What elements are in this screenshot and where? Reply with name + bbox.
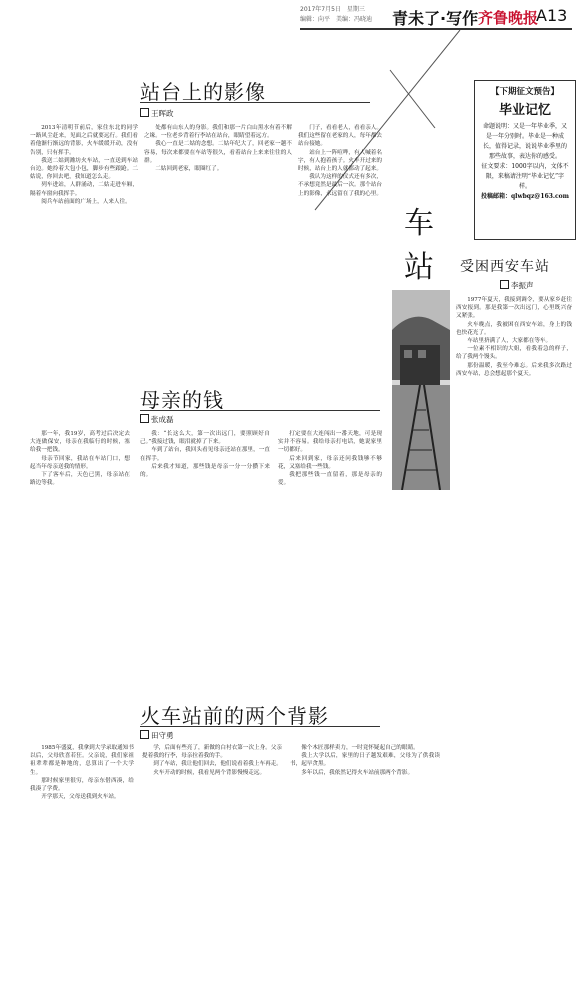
railway-illustration	[392, 290, 450, 490]
paragraph: 那份温暖，我至今难忘。后来我多次路过西安车站，总会想起那个夏天。	[456, 362, 572, 377]
paragraph: 我认为这样的仪式还有多次，不承想竟然是最后一次。那个站台上的影像，永远留在了我的心里。	[298, 174, 382, 197]
article-column	[30, 744, 134, 984]
paragraph: 我上大学以后，家里的日子越发艰难，父母为了供我读书，起早贪黑。	[290, 753, 440, 768]
paragraph: 到了车站，我让他们回去，他们说看着我上车再走。	[153, 761, 282, 768]
paragraph: 多年以后，我依然记得火车站前那两个背影。	[301, 769, 414, 776]
paragraph: 处都有山东人的身影。我们和那一片白山黑水有着不解之缘。一位老乡背着行李站在站台，眼睛望着远方。	[144, 125, 292, 140]
article-column	[30, 124, 138, 354]
paragraph: 那一年，我19岁，高考过后决定去大连做保安，母亲在我临行的时候，塞给我一把钱。	[30, 431, 130, 454]
section-title: 青未了·写作	[392, 9, 479, 28]
paragraph: 列车进站，人群涌动，二姑走进车厢，隔着车窗向我挥手。	[30, 182, 138, 197]
title-underline	[140, 726, 380, 727]
article-title: 火车站前的两个背影	[140, 704, 329, 728]
theme-char-2: 站	[404, 250, 434, 285]
paragraph: 母亲节回家，我站在车站门口，想起当年母亲送我的情形。	[30, 455, 130, 470]
paper-name: 齐鲁晚报	[478, 9, 539, 27]
paragraph: 我心一直是二姑的念想。二姑年纪大了，回老家一趟不容易，每次来都要在车站等很久，看着站台上来来往往的人群。	[144, 141, 292, 164]
paragraph: 站台上一阵喧哗，有人喊着名字，有人抱着孩子。火车开过来的时候，站台上的人就都动了起来。	[298, 149, 382, 173]
paragraph: 我把那些钱一直留着，那是母亲的爱。	[278, 472, 382, 487]
theme-char-1: 车	[404, 206, 434, 241]
paragraph: 火车开动的时候，我看见两个背影慢慢走远。	[153, 769, 266, 776]
article-column	[142, 744, 282, 984]
paragraph: 阅兵车站前面的广场上，人来人往。	[41, 198, 131, 205]
railway-photo	[392, 290, 450, 490]
notice-tag: 【下期征文预告】	[490, 87, 559, 97]
paragraph: 门子，看看老人，看看亲人。我们这些留在老家的人，每年都去站台接她。	[298, 125, 382, 148]
article-title: 站台上的影像	[140, 80, 266, 104]
paragraph: 打定要在大连闯出一番天地，可是现实并不容易。我给母亲打电话，她说家里一切都好。	[278, 431, 382, 454]
paragraph: 2013年清明节前后，家住东北的同学一路风尘赶来，见面之后就要远行。我们看着他渐行渐远的背影，火车缓缓开动，没有告别，只有挥手。	[30, 125, 138, 156]
notice-body: 命题说明：又是一年毕业季，又是一年分别时。毕业是一种成长，值得记录，说说毕业季里的那些故事，表达你的感受。	[482, 123, 567, 160]
notice-title: 毕业记忆	[498, 103, 551, 118]
paragraph: 开学那天，父母送我到火车站。	[41, 794, 120, 801]
paragraph: 我送二姑到潍坊火车站，一直送到车站台边。她拎着大包小包，脚步有些踉跄。二姑说，你回去吧，我知道怎么走。	[30, 157, 138, 181]
article-author: 田守勇	[140, 730, 174, 741]
paragraph: 后来回到家，母亲还问我钱够不够花，又塞给我一些钱。	[278, 455, 382, 470]
paragraph: 我：“长这么大，第一次出远门，要照顾好自己。”我接过钱，眼泪就掉了下来。	[140, 431, 270, 446]
paragraph: 车到了站台，我回头看见母亲还站在那里，一直在挥手。	[140, 447, 270, 462]
paragraph: 像个木匠那样卖力，一时竟怀疑起自己的眼睛。	[301, 745, 419, 751]
paragraph: 那时候家里很穷，母亲东借西凑，给我凑了学费。	[30, 777, 134, 793]
article-author: 王晖政	[140, 108, 174, 119]
article-column	[140, 430, 270, 630]
paragraph: 后来我才知道，那些钱是母亲一分一分攒下来的。	[140, 463, 270, 479]
article-title: 受困西安车站	[460, 259, 550, 275]
paragraph: 二姑回到老家，眼圈红了。	[155, 166, 223, 173]
article-column	[290, 744, 440, 984]
page-number: A13	[536, 6, 568, 25]
article-column	[298, 124, 382, 354]
article-author: 张成磊	[140, 414, 174, 425]
issue-date: 2017年7月5日 星期三	[300, 6, 365, 13]
paragraph: 1977年夏天，我接到调令，要从家乡赶往西安报到。那是我第一次出远门，心里既兴奋又紧张。	[456, 297, 572, 320]
paragraph: 车站里挤满了人，大家都在等车。	[467, 338, 552, 345]
article-title: 母亲的钱	[140, 388, 224, 412]
article-column	[278, 430, 382, 630]
title-underline	[140, 410, 380, 411]
paragraph: 下了客车后，天色已黑，母亲站在路边等我。	[30, 472, 130, 487]
paragraph: 火车晚点，我被困在西安车站，身上的钱也快花光了。	[456, 321, 572, 336]
call-for-submissions-box	[474, 80, 576, 240]
article-author: 李振声	[500, 280, 534, 291]
title-underline	[140, 102, 370, 103]
article-column	[30, 430, 130, 630]
paragraph: 1985年盛夏，我拿到大学录取通知书以后，父母欣喜若狂。父亲说，我们家祖祖辈辈都是种地的，总算出了一个大学生。	[30, 745, 134, 776]
paragraph: 学，后面有些亮了，新做的白衬衣第一次上身。父亲提着我的行李，母亲拉着我的手。	[142, 745, 282, 760]
article-column	[456, 296, 572, 986]
article-column	[144, 124, 292, 354]
editor-credit: 编辑：向平 美编：冯晓迪	[300, 16, 373, 23]
paragraph: 一位素不相识的大姐，看我着急的样子，给了我两个馒头。	[456, 346, 572, 361]
notice-email[interactable]: 投稿邮箱：qlwbqz@163.com	[480, 193, 570, 200]
notice-requirements: 征文要求：1000字以内，文体不限，来稿请注明“毕业记忆”字样。	[481, 163, 569, 190]
